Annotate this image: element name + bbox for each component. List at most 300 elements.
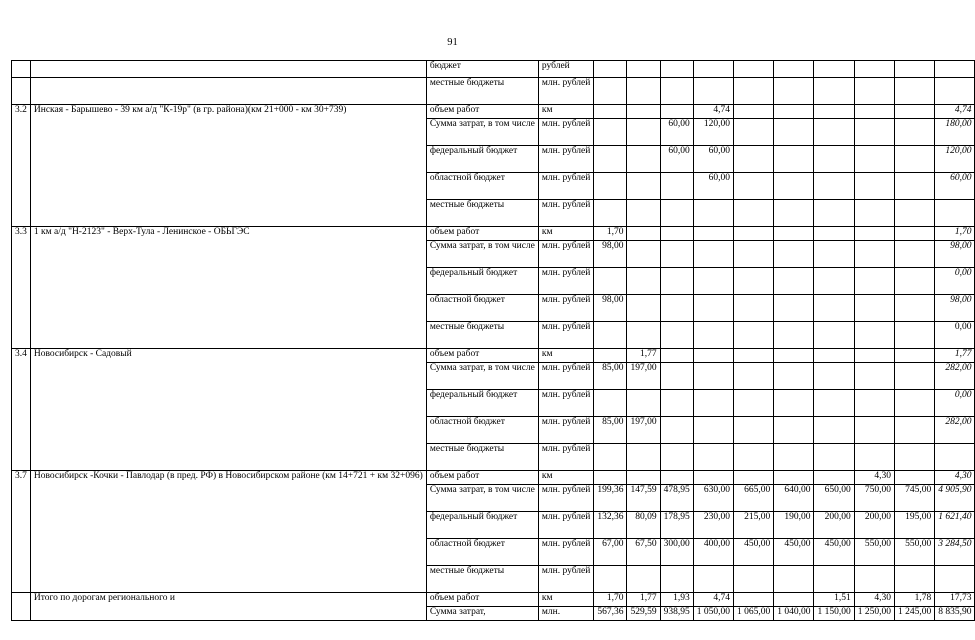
year-value: 120,00 bbox=[693, 119, 733, 146]
indicator-type: федеральный бюджет bbox=[426, 390, 538, 417]
year-value bbox=[814, 227, 854, 241]
total-value: 17,73 bbox=[935, 593, 975, 607]
year-value bbox=[627, 78, 660, 105]
year-value bbox=[733, 173, 773, 200]
year-value bbox=[627, 390, 660, 417]
table-row bbox=[12, 78, 975, 105]
year-value bbox=[854, 61, 894, 78]
year-value bbox=[733, 417, 773, 444]
total-value bbox=[935, 200, 975, 227]
year-value bbox=[627, 173, 660, 200]
year-value bbox=[594, 322, 627, 349]
year-value bbox=[693, 295, 733, 322]
year-value: 1,70 bbox=[594, 227, 627, 241]
year-value: 550,00 bbox=[854, 539, 894, 566]
total-value bbox=[935, 78, 975, 105]
year-value bbox=[774, 119, 814, 146]
year-value bbox=[594, 146, 627, 173]
indicator-type: местные бюджеты bbox=[426, 78, 538, 105]
year-value bbox=[814, 471, 854, 485]
year-value: 67,00 bbox=[594, 539, 627, 566]
year-value: 1,51 bbox=[814, 593, 854, 607]
year-value: 60,00 bbox=[693, 173, 733, 200]
year-value bbox=[774, 268, 814, 295]
year-value bbox=[894, 61, 934, 78]
indicator-type: объем работ bbox=[426, 349, 538, 363]
year-value bbox=[594, 566, 627, 593]
indicator-type: областной бюджет bbox=[426, 173, 538, 200]
year-value: 300,00 bbox=[660, 539, 693, 566]
year-value bbox=[660, 105, 693, 119]
year-value: 230,00 bbox=[693, 512, 733, 539]
year-value: 200,00 bbox=[814, 512, 854, 539]
year-value bbox=[774, 146, 814, 173]
year-value bbox=[693, 241, 733, 268]
indicator-type: местные бюджеты bbox=[426, 566, 538, 593]
year-value bbox=[814, 566, 854, 593]
year-value bbox=[660, 444, 693, 471]
unit: млн. рублей bbox=[538, 322, 593, 349]
year-value bbox=[733, 349, 773, 363]
year-value: 199,36 bbox=[594, 485, 627, 512]
year-value bbox=[733, 295, 773, 322]
year-value bbox=[894, 566, 934, 593]
year-value bbox=[854, 349, 894, 363]
year-value bbox=[594, 173, 627, 200]
year-value bbox=[814, 241, 854, 268]
year-value bbox=[594, 471, 627, 485]
total-value: 282,00 bbox=[935, 363, 975, 390]
year-value bbox=[774, 227, 814, 241]
road-name bbox=[30, 61, 426, 78]
year-value bbox=[854, 241, 894, 268]
unit: км bbox=[538, 349, 593, 363]
year-value bbox=[774, 566, 814, 593]
table-row bbox=[12, 349, 975, 363]
year-value bbox=[733, 268, 773, 295]
unit: км bbox=[538, 593, 593, 607]
year-value: 450,00 bbox=[814, 539, 854, 566]
year-value bbox=[814, 444, 854, 471]
indicator-type: объем работ bbox=[426, 471, 538, 485]
unit: млн. рублей bbox=[538, 417, 593, 444]
year-value bbox=[894, 471, 934, 485]
year-value bbox=[894, 241, 934, 268]
year-value: 4,74 bbox=[693, 593, 733, 607]
total-value: 3 284,50 bbox=[935, 539, 975, 566]
year-value bbox=[774, 105, 814, 119]
year-value: 1 050,00 bbox=[693, 607, 733, 621]
table-row bbox=[12, 471, 975, 485]
unit: млн. bbox=[538, 607, 593, 621]
year-value bbox=[594, 105, 627, 119]
year-value bbox=[774, 241, 814, 268]
year-value: 478,95 bbox=[660, 485, 693, 512]
year-value bbox=[627, 268, 660, 295]
year-value bbox=[660, 78, 693, 105]
year-value: 200,00 bbox=[854, 512, 894, 539]
year-value bbox=[627, 295, 660, 322]
year-value bbox=[814, 417, 854, 444]
indicator-type: Сумма затрат, в том числе bbox=[426, 241, 538, 268]
year-value: 665,00 bbox=[733, 485, 773, 512]
year-value: 4,74 bbox=[693, 105, 733, 119]
year-value: 147,59 bbox=[627, 485, 660, 512]
total-value bbox=[935, 566, 975, 593]
year-value bbox=[894, 363, 934, 390]
unit: млн. рублей bbox=[538, 512, 593, 539]
year-value bbox=[814, 78, 854, 105]
year-value: 60,00 bbox=[693, 146, 733, 173]
year-value bbox=[774, 295, 814, 322]
indicator-type: федеральный бюджет bbox=[426, 512, 538, 539]
year-value bbox=[733, 593, 773, 607]
year-value bbox=[854, 566, 894, 593]
year-value bbox=[814, 390, 854, 417]
year-value bbox=[693, 444, 733, 471]
year-value bbox=[594, 444, 627, 471]
year-value bbox=[894, 78, 934, 105]
year-value: 1,77 bbox=[627, 349, 660, 363]
year-value bbox=[660, 295, 693, 322]
year-value: 567,36 bbox=[594, 607, 627, 621]
year-value: 197,00 bbox=[627, 363, 660, 390]
year-value bbox=[894, 227, 934, 241]
year-value bbox=[660, 61, 693, 78]
year-value bbox=[693, 363, 733, 390]
total-value: 98,00 bbox=[935, 241, 975, 268]
year-value bbox=[693, 322, 733, 349]
year-value bbox=[733, 390, 773, 417]
year-value bbox=[854, 200, 894, 227]
year-value: 1 040,00 bbox=[774, 607, 814, 621]
year-value bbox=[693, 227, 733, 241]
year-value bbox=[693, 471, 733, 485]
year-value bbox=[594, 349, 627, 363]
year-value bbox=[894, 146, 934, 173]
year-value: 178,95 bbox=[660, 512, 693, 539]
year-value bbox=[733, 61, 773, 78]
year-value bbox=[627, 241, 660, 268]
total-value: 8 835,90 bbox=[935, 607, 975, 621]
year-value: 1 065,00 bbox=[733, 607, 773, 621]
year-value: 4,30 bbox=[854, 593, 894, 607]
row-index: 3.4 bbox=[12, 349, 31, 471]
total-value: 4 905,90 bbox=[935, 485, 975, 512]
year-value bbox=[814, 363, 854, 390]
year-value bbox=[627, 566, 660, 593]
year-value bbox=[894, 119, 934, 146]
year-value bbox=[774, 363, 814, 390]
year-value bbox=[854, 105, 894, 119]
year-value bbox=[854, 268, 894, 295]
year-value bbox=[660, 363, 693, 390]
year-value bbox=[854, 322, 894, 349]
year-value bbox=[660, 390, 693, 417]
unit: млн. рублей bbox=[538, 268, 593, 295]
year-value bbox=[627, 471, 660, 485]
total-value: 180,00 bbox=[935, 119, 975, 146]
year-value bbox=[733, 322, 773, 349]
total-value: 4,74 bbox=[935, 105, 975, 119]
year-value bbox=[774, 390, 814, 417]
year-value bbox=[854, 227, 894, 241]
year-value bbox=[627, 227, 660, 241]
page-number: 91 bbox=[447, 37, 458, 48]
unit: млн. рублей bbox=[538, 539, 593, 566]
indicator-type: федеральный бюджет bbox=[426, 146, 538, 173]
year-value: 1 245,00 bbox=[894, 607, 934, 621]
total-value: 1,77 bbox=[935, 349, 975, 363]
road-program-table bbox=[11, 60, 975, 621]
total-value: 60,00 bbox=[935, 173, 975, 200]
year-value: 1,77 bbox=[627, 593, 660, 607]
year-value bbox=[660, 566, 693, 593]
year-value bbox=[854, 146, 894, 173]
road-name bbox=[30, 78, 426, 105]
year-value bbox=[894, 322, 934, 349]
year-value bbox=[814, 61, 854, 78]
year-value bbox=[894, 390, 934, 417]
row-index: 3.3 bbox=[12, 227, 31, 349]
indicator-type: областной бюджет bbox=[426, 417, 538, 444]
year-value bbox=[854, 119, 894, 146]
indicator-type: местные бюджеты bbox=[426, 200, 538, 227]
unit: млн. рублей bbox=[538, 390, 593, 417]
year-value bbox=[894, 444, 934, 471]
year-value: 1,70 bbox=[594, 593, 627, 607]
year-value: 745,00 bbox=[894, 485, 934, 512]
year-value bbox=[594, 200, 627, 227]
total-value bbox=[935, 61, 975, 78]
year-value: 98,00 bbox=[594, 241, 627, 268]
year-value bbox=[814, 322, 854, 349]
year-value bbox=[627, 444, 660, 471]
unit: км bbox=[538, 227, 593, 241]
total-value: 1 621,40 bbox=[935, 512, 975, 539]
year-value bbox=[627, 61, 660, 78]
year-value: 60,00 bbox=[660, 146, 693, 173]
indicator-type: Сумма затрат, в том числе bbox=[426, 363, 538, 390]
year-value bbox=[774, 417, 814, 444]
unit: млн. рублей bbox=[538, 78, 593, 105]
year-value bbox=[627, 119, 660, 146]
road-name: Новосибирск - Садовый bbox=[30, 349, 426, 471]
year-value: 190,00 bbox=[774, 512, 814, 539]
year-value: 630,00 bbox=[693, 485, 733, 512]
indicator-type: Сумма затрат, в том числе bbox=[426, 119, 538, 146]
year-value: 400,00 bbox=[693, 539, 733, 566]
year-value bbox=[814, 349, 854, 363]
year-value bbox=[814, 173, 854, 200]
year-value bbox=[854, 417, 894, 444]
year-value bbox=[733, 363, 773, 390]
road-name: 1 км а/д "Н-2123" - Верх-Тула - Ленинское - ОБЬГЭС bbox=[30, 227, 426, 349]
year-value bbox=[774, 173, 814, 200]
year-value bbox=[894, 173, 934, 200]
unit: млн. рублей bbox=[538, 200, 593, 227]
total-value: 0,00 bbox=[935, 268, 975, 295]
indicator-type: федеральный бюджет bbox=[426, 268, 538, 295]
unit: млн. рублей bbox=[538, 363, 593, 390]
year-value bbox=[733, 146, 773, 173]
year-value: 450,00 bbox=[733, 539, 773, 566]
year-value: 1 150,00 bbox=[814, 607, 854, 621]
year-value: 80,09 bbox=[627, 512, 660, 539]
indicator-type: местные бюджеты bbox=[426, 322, 538, 349]
year-value bbox=[660, 417, 693, 444]
year-value: 750,00 bbox=[854, 485, 894, 512]
indicator-type: Сумма затрат, bbox=[426, 607, 538, 621]
year-value bbox=[774, 444, 814, 471]
year-value bbox=[894, 417, 934, 444]
total-value: 0,00 bbox=[935, 322, 975, 349]
year-value bbox=[660, 227, 693, 241]
year-value bbox=[854, 444, 894, 471]
year-value bbox=[693, 417, 733, 444]
year-value bbox=[733, 200, 773, 227]
year-value: 85,00 bbox=[594, 417, 627, 444]
year-value bbox=[594, 78, 627, 105]
table-row bbox=[12, 227, 975, 241]
year-value bbox=[594, 119, 627, 146]
total-value: 282,00 bbox=[935, 417, 975, 444]
unit: млн. рублей bbox=[538, 444, 593, 471]
year-value bbox=[594, 390, 627, 417]
indicator-type: областной бюджет bbox=[426, 539, 538, 566]
year-value bbox=[693, 78, 733, 105]
year-value: 1,93 bbox=[660, 593, 693, 607]
year-value bbox=[814, 295, 854, 322]
year-value bbox=[660, 173, 693, 200]
year-value bbox=[774, 322, 814, 349]
year-value bbox=[733, 566, 773, 593]
year-value bbox=[660, 200, 693, 227]
total-value: 0,00 bbox=[935, 390, 975, 417]
table-row bbox=[12, 105, 975, 119]
year-value bbox=[594, 268, 627, 295]
year-value bbox=[660, 471, 693, 485]
year-value bbox=[660, 241, 693, 268]
unit: млн. рублей bbox=[538, 241, 593, 268]
year-value bbox=[814, 146, 854, 173]
row-index: 3.7 bbox=[12, 471, 31, 593]
year-value bbox=[894, 268, 934, 295]
year-value: 215,00 bbox=[733, 512, 773, 539]
year-value bbox=[854, 363, 894, 390]
table-row bbox=[12, 61, 975, 78]
year-value bbox=[693, 61, 733, 78]
total-value bbox=[935, 444, 975, 471]
year-value: 195,00 bbox=[894, 512, 934, 539]
indicator-type: объем работ bbox=[426, 105, 538, 119]
year-value bbox=[774, 78, 814, 105]
year-value bbox=[854, 295, 894, 322]
total-value: 1,70 bbox=[935, 227, 975, 241]
year-value bbox=[733, 444, 773, 471]
year-value: 85,00 bbox=[594, 363, 627, 390]
unit: млн. рублей bbox=[538, 566, 593, 593]
year-value bbox=[733, 105, 773, 119]
year-value bbox=[693, 268, 733, 295]
year-value: 529,59 bbox=[627, 607, 660, 621]
year-value bbox=[733, 471, 773, 485]
total-value: 4,30 bbox=[935, 471, 975, 485]
indicator-type: объем работ bbox=[426, 227, 538, 241]
year-value: 1 250,00 bbox=[854, 607, 894, 621]
year-value bbox=[733, 241, 773, 268]
year-value bbox=[660, 322, 693, 349]
year-value bbox=[693, 200, 733, 227]
year-value bbox=[774, 61, 814, 78]
indicator-type: бюджет bbox=[426, 61, 538, 78]
year-value bbox=[894, 105, 934, 119]
indicator-type: Сумма затрат, в том числе bbox=[426, 485, 538, 512]
year-value bbox=[627, 200, 660, 227]
unit: млн. рублей bbox=[538, 295, 593, 322]
year-value bbox=[894, 200, 934, 227]
year-value: 132,36 bbox=[594, 512, 627, 539]
year-value bbox=[814, 119, 854, 146]
year-value bbox=[774, 471, 814, 485]
unit: млн. рублей bbox=[538, 485, 593, 512]
road-name: Новосибирск -Кочки - Павлодар (в пред. РФ) в Новосибирском районе (км 14+721 + км 32+096) bbox=[30, 471, 426, 593]
unit: км bbox=[538, 105, 593, 119]
year-value bbox=[814, 105, 854, 119]
year-value: 1,78 bbox=[894, 593, 934, 607]
year-value bbox=[894, 349, 934, 363]
year-value: 60,00 bbox=[660, 119, 693, 146]
year-value bbox=[733, 78, 773, 105]
year-value bbox=[894, 295, 934, 322]
row-index bbox=[12, 593, 31, 621]
total-value: 98,00 bbox=[935, 295, 975, 322]
unit: млн. рублей bbox=[538, 146, 593, 173]
row-index bbox=[12, 61, 31, 78]
unit: км bbox=[538, 471, 593, 485]
unit: рублей bbox=[538, 61, 593, 78]
year-value bbox=[774, 593, 814, 607]
year-value: 98,00 bbox=[594, 295, 627, 322]
row-index: 3.2 bbox=[12, 105, 31, 227]
year-value: 550,00 bbox=[894, 539, 934, 566]
year-value: 650,00 bbox=[814, 485, 854, 512]
year-value bbox=[854, 390, 894, 417]
year-value bbox=[774, 200, 814, 227]
year-value bbox=[854, 78, 894, 105]
total-value: 120,00 bbox=[935, 146, 975, 173]
year-value: 450,00 bbox=[774, 539, 814, 566]
year-value bbox=[814, 200, 854, 227]
year-value bbox=[854, 173, 894, 200]
year-value bbox=[774, 349, 814, 363]
year-value bbox=[627, 146, 660, 173]
year-value bbox=[814, 268, 854, 295]
unit: млн. рублей bbox=[538, 119, 593, 146]
year-value bbox=[660, 349, 693, 363]
year-value bbox=[733, 119, 773, 146]
year-value bbox=[693, 390, 733, 417]
year-value bbox=[693, 566, 733, 593]
year-value bbox=[693, 349, 733, 363]
year-value: 640,00 bbox=[774, 485, 814, 512]
year-value: 67,50 bbox=[627, 539, 660, 566]
year-value bbox=[627, 322, 660, 349]
indicator-type: областной бюджет bbox=[426, 295, 538, 322]
indicator-type: местные бюджеты bbox=[426, 444, 538, 471]
year-value: 4,30 bbox=[854, 471, 894, 485]
year-value bbox=[660, 268, 693, 295]
